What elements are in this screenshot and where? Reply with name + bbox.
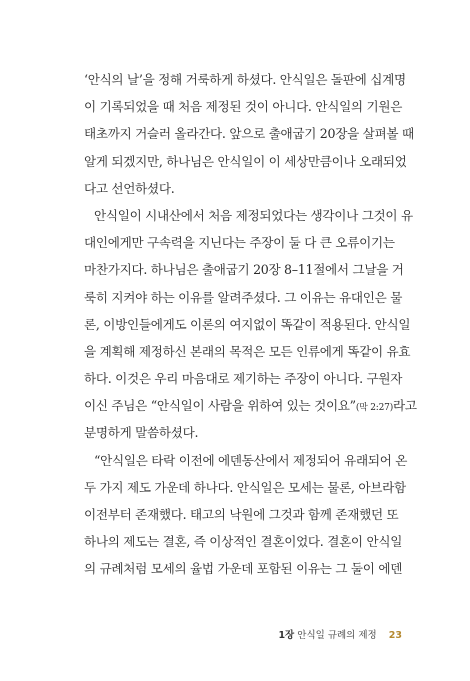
text-line: 태초까지 거슬러 올라간다. 앞으로 출애굽기 20장을 살펴볼 때	[84, 126, 414, 142]
text-line: 을 계획해 제정하신 본래의 목적은 모든 인류에게 똑같이 유효	[84, 343, 411, 359]
text-line: 이전부터 존재했다. 태고의 낙원에 그것과 함께 존재했던 또	[84, 507, 399, 522]
text-line: 하다. 이것은 우리 마음대로 제기하는 주장이 아니다. 구원자	[84, 371, 403, 387]
text-line: 알게 되겠지만, 하나님은 안식일이 이 세상만큼이나 오래되었	[84, 153, 407, 169]
chapter-label: 1장	[278, 630, 295, 641]
chapter-title: 안식일 규례의 제정	[297, 630, 377, 641]
text-line: 룩히 지켜야 하는 이유를 알려주셨다. 그 이유는 유대인은 물	[84, 289, 403, 305]
text-line: 대인에게만 구속력을 지닌다는 주장이 둘 다 큰 오류이기는	[84, 235, 395, 251]
text-line: 이 기록되었을 때 처음 제정된 것이 아니다. 안식일의 기원은	[84, 99, 403, 115]
text-line-with-citation	[84, 392, 417, 419]
page-number: 23	[388, 630, 402, 641]
text-line: “안식일은 타락 이전에 에덴동산에서 제정되어 유래되어 온	[94, 452, 408, 468]
text-line-part: 이신 주님은 “안식일이 사람을 위하여 있는 것이요”	[84, 398, 356, 414]
text-line: 두 가지 제도 가운데 하나다. 안식일은 모세는 물론, 아브라함	[84, 479, 406, 495]
text-line: 의 규례처럼 모세의 율법 가운데 포함된 이유는 그 둘이 에덴	[84, 561, 403, 577]
text-line: 분명하게 말씀하셨다.	[84, 425, 199, 441]
text-line: ‘안식의 날’을 정해 거룩하게 하셨다. 안식일은 돌판에 십계명	[84, 72, 406, 87]
text-line: 안식일이 시내산에서 처음 제정되었다는 생각이나 그것이 유	[94, 207, 413, 223]
page-footer	[0, 627, 402, 641]
scripture-citation: (막 2:27)	[355, 403, 394, 414]
text-line: 하나의 제도는 결혼, 즉 이상적인 결혼이었다. 결혼이 안식일	[84, 534, 403, 550]
body-text	[84, 66, 417, 583]
text-line: 마찬가지다. 하나님은 출애굽기 20장 8–11절에서 그날을 거	[84, 262, 404, 278]
text-line: 다고 선언하셨다.	[84, 180, 175, 196]
text-line-suffix: 라고	[393, 398, 417, 414]
text-line: 론, 이방인들에게도 이론의 여지없이 똑같이 적용된다. 안식일	[84, 316, 411, 332]
